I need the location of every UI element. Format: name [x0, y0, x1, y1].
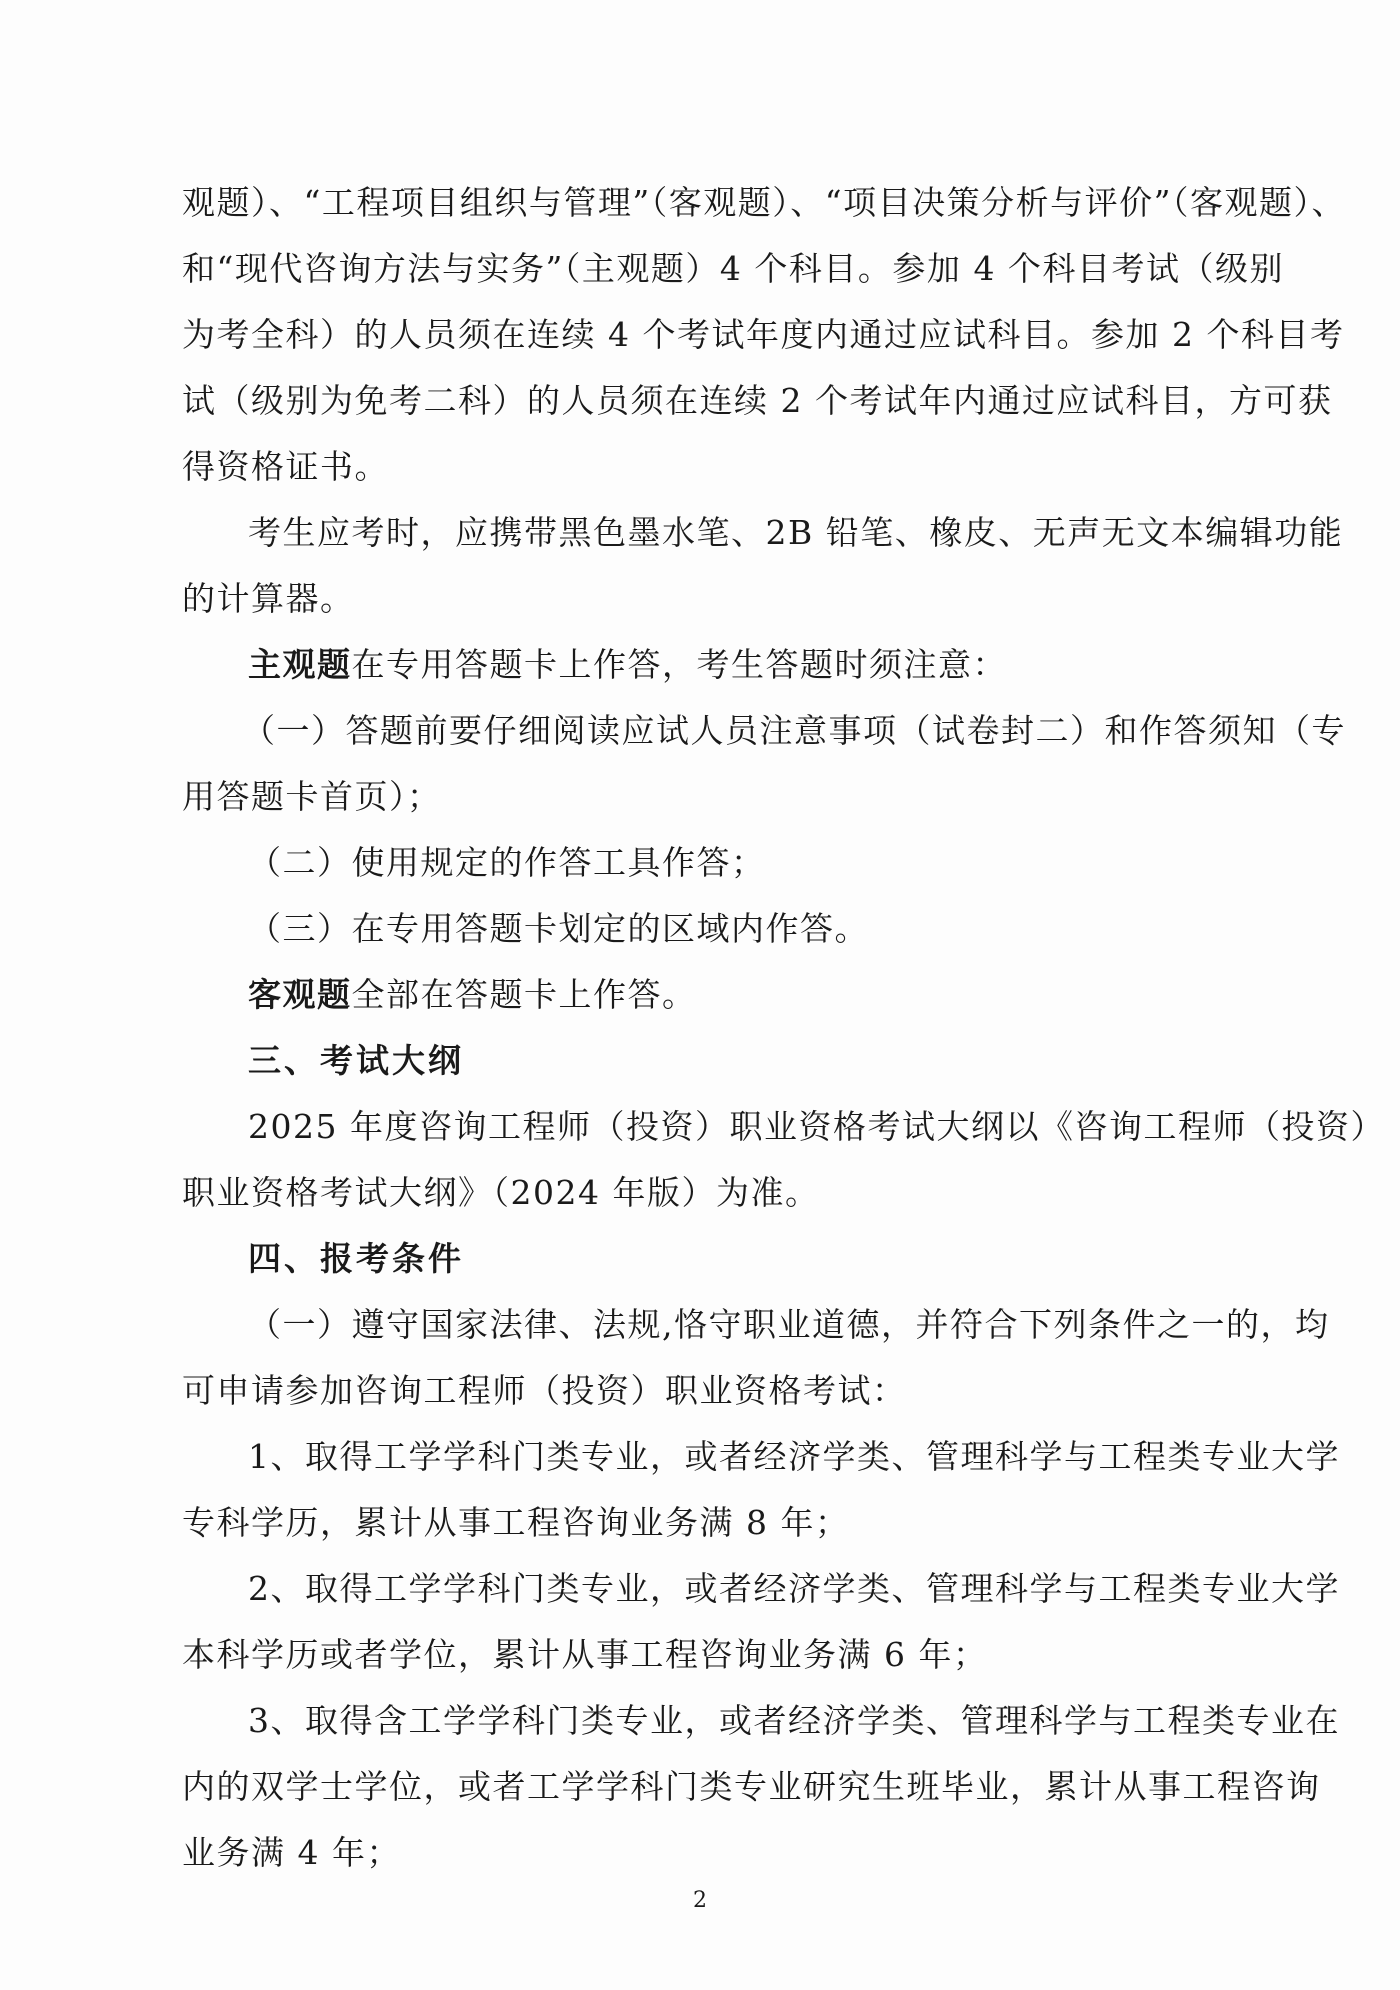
section-line: 3、取得含工学学科门类专业，或者经济学类、管理科学与工程类专业在 — [248, 1701, 1340, 1740]
subjective-item: （三）在专用答题卡划定的区域内作答。 — [248, 909, 869, 948]
section-line: 2、取得工学学科门类专业，或者经济学类、管理科学与工程类专业大学 — [248, 1569, 1340, 1608]
document-body — [182, 170, 1385, 1886]
section-line: （一）遵守国家法律、法规,恪守职业道德，并符合下列条件之一的，均 — [248, 1305, 1330, 1344]
body-line: 和“现代咨询方法与实务”（主观题）4 个科目。参加 4 个科目考试（级别 — [182, 249, 1284, 288]
section-heading: 三、考试大纲 — [248, 1041, 464, 1080]
subjective-text: 在专用答题卡上作答，考生答题时须注意： — [351, 645, 1007, 684]
body-line: 观题）、“工程项目组织与管理”（客观题）、“项目决策分析与评价”（客观题）、 — [182, 183, 1346, 222]
body-line: 试（级别为免考二科）的人员须在连续 2 个考试年内通过应试科目，方可获 — [182, 381, 1333, 420]
objective-text: 全部在答题卡上作答。 — [351, 975, 697, 1014]
section-line: 职业资格考试大纲》（2024 年版）为准。 — [182, 1173, 820, 1212]
body-line: 得资格证书。 — [182, 447, 389, 486]
subjective-item: （一）答题前要仔细阅读应试人员注意事项（试卷封二）和作答须知（专 — [242, 711, 1346, 750]
objective-paragraph — [182, 962, 1284, 1028]
section-line: 内的双学士学位，或者工学学科门类专业研究生班毕业，累计从事工程咨询 — [182, 1767, 1321, 1806]
section-line: 本科学历或者学位，累计从事工程咨询业务满 6 年； — [182, 1635, 988, 1674]
body-line: 为考全科）的人员须在连续 4 个考试年度内通过应试科目。参加 2 个科目考 — [182, 315, 1345, 354]
body-line: 考生应考时，应携带黑色墨水笔、2B 铅笔、橡皮、无声无文本编辑功能 — [248, 513, 1344, 552]
objective-label: 客观题 — [248, 975, 352, 1014]
subjective-item: （二）使用规定的作答工具作答； — [248, 843, 766, 882]
page-number: 2 — [693, 1888, 707, 1913]
section-line: 业务满 4 年； — [182, 1833, 401, 1872]
subjective-item: 用答题卡首页）； — [182, 777, 442, 816]
subjective-paragraph — [182, 632, 1284, 698]
section-heading: 四、报考条件 — [248, 1239, 464, 1278]
section-line: 可申请参加咨询工程师（投资）职业资格考试： — [182, 1371, 907, 1410]
subjective-label: 主观题 — [248, 645, 352, 684]
section-line: 专科学历，累计从事工程咨询业务满 8 年； — [182, 1503, 850, 1542]
section-line: 2025 年度咨询工程师（投资）职业资格考试大纲以《咨询工程师（投资） — [248, 1107, 1385, 1146]
body-line: 的计算器。 — [182, 579, 355, 618]
section-line: 1、取得工学学科门类专业，或者经济学类、管理科学与工程类专业大学 — [248, 1437, 1340, 1476]
